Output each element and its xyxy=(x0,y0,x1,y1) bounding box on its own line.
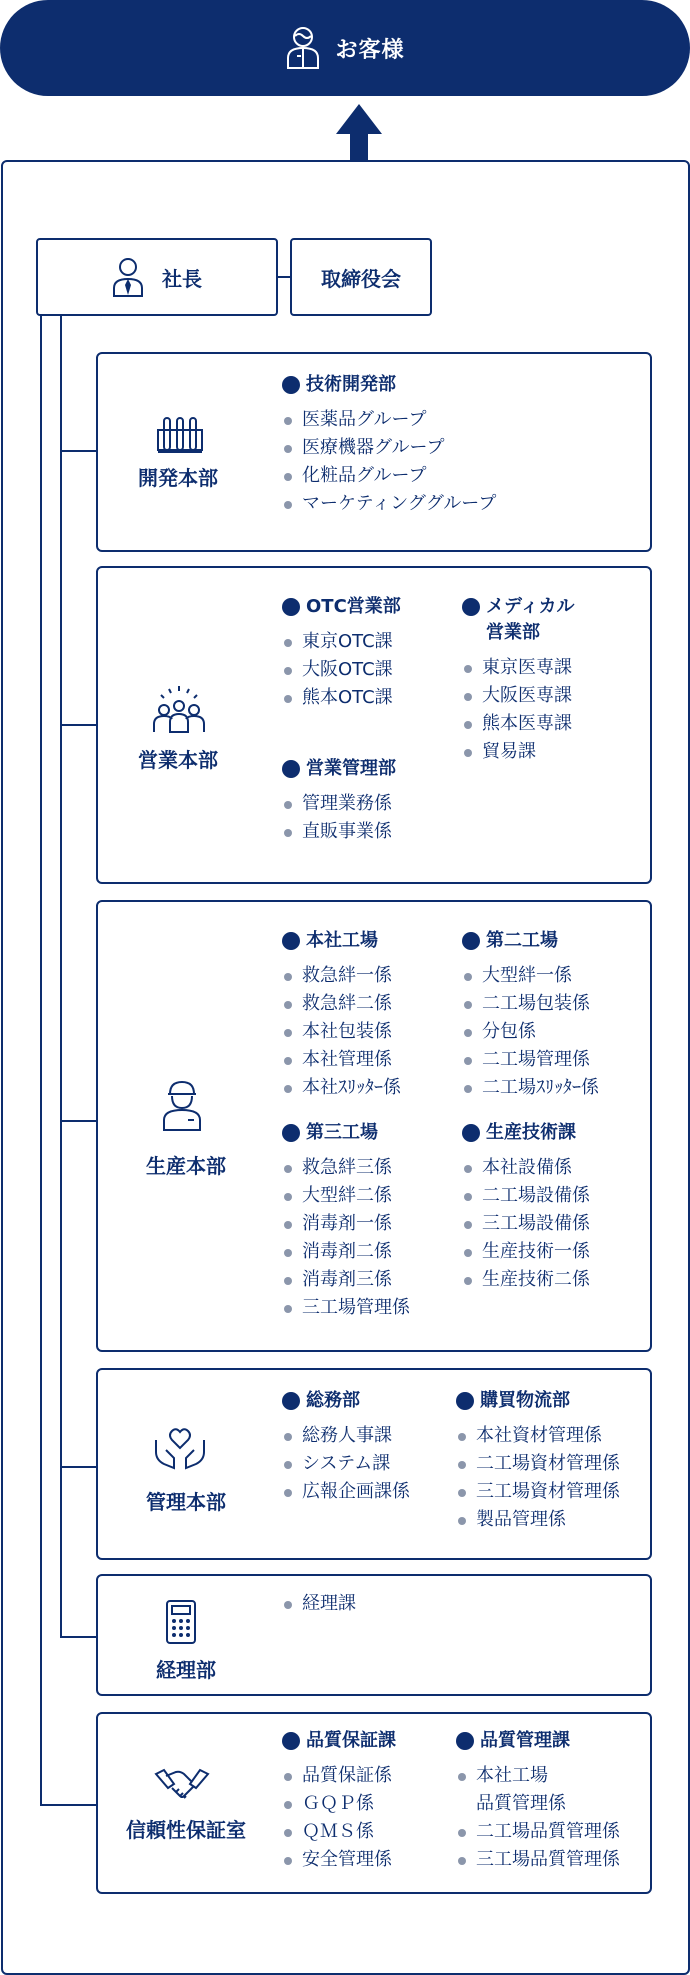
list-item: 三工場品質管理係 xyxy=(456,1846,620,1874)
list-item: 管理業務係 xyxy=(282,790,396,818)
dept-acct-name: 経理部 xyxy=(156,1658,216,1682)
list-item: 安全管理係 xyxy=(282,1846,396,1874)
list-item: 消毒剤三係 xyxy=(282,1266,410,1294)
list-item: 本社ｽﾘｯﾀｰ係 xyxy=(282,1074,401,1102)
list-item: 消毒剤一係 xyxy=(282,1210,410,1238)
list-item: マーケティンググループ xyxy=(282,490,496,518)
board-box xyxy=(290,238,432,316)
list-item: 熊本医専課 xyxy=(462,710,575,738)
list-item: 経理課 xyxy=(282,1590,356,1618)
list-item: 大型絆二係 xyxy=(282,1182,410,1210)
list-item: 大阪OTC課 xyxy=(282,656,401,684)
section-title: 第三工場 xyxy=(282,1120,410,1146)
list-item: 二工場包装係 xyxy=(462,990,599,1018)
up-arrow-icon xyxy=(336,104,382,162)
list-item: 消毒剤二係 xyxy=(282,1238,410,1266)
connector-dev xyxy=(60,450,98,452)
list-item: 救急絆三係 xyxy=(282,1154,410,1182)
connector-qa xyxy=(40,1804,98,1806)
president-person-icon xyxy=(112,257,144,297)
dept-admin-name: 管理本部 xyxy=(146,1490,226,1514)
list-item: 本社包装係 xyxy=(282,1018,401,1046)
list-item: 三工場資材管理係 xyxy=(456,1478,620,1506)
customer-label: お客様 xyxy=(335,37,405,63)
list-item: 二工場設備係 xyxy=(462,1182,590,1210)
dept-prod xyxy=(96,900,652,1352)
list-item: ＧＱＰ係 xyxy=(282,1790,396,1818)
list-item: システム課 xyxy=(282,1450,410,1478)
list-item: 二工場ｽﾘｯﾀｰ係 xyxy=(462,1074,599,1102)
connector-sales xyxy=(60,724,98,726)
list-item: 大阪医専課 xyxy=(462,682,575,710)
president-box xyxy=(36,238,278,316)
list-item: 直販事業係 xyxy=(282,818,396,846)
connector-line-outer xyxy=(40,316,42,1804)
calculator-icon xyxy=(166,1600,196,1644)
list-item: 医療機器グループ xyxy=(282,434,496,462)
section-title: 生産技術課 xyxy=(462,1120,590,1146)
connector-line-inner xyxy=(60,316,62,1638)
list-item: 広報企画課係 xyxy=(282,1478,410,1506)
list-item: 本社管理係 xyxy=(282,1046,401,1074)
section-title: 第二工場 xyxy=(462,928,599,954)
team-people-icon xyxy=(152,684,206,734)
dept-qa-name: 信頼性保証室 xyxy=(126,1818,246,1842)
list-item: 二工場品質管理係 xyxy=(456,1818,620,1846)
list-item: ＱＭＳ係 xyxy=(282,1818,396,1846)
list-item: 本社設備係 xyxy=(462,1154,590,1182)
list-item: 分包係 xyxy=(462,1018,599,1046)
board-label: 取締役会 xyxy=(321,266,401,291)
president-label: 社長 xyxy=(162,266,202,291)
list-item: 生産技術一係 xyxy=(462,1238,590,1266)
list-item: 熊本OTC課 xyxy=(282,684,401,712)
connector-prod xyxy=(60,1120,98,1122)
list-item: 貿易課 xyxy=(462,738,575,766)
test-tubes-icon xyxy=(156,414,204,454)
section-title: メディカル 営業部 xyxy=(462,594,575,646)
dept-qa xyxy=(96,1712,652,1894)
section-title: 営業管理部 xyxy=(282,756,396,782)
list-item: 本社工場 品質管理係 xyxy=(456,1762,620,1818)
list-item: 総務人事課 xyxy=(282,1422,410,1450)
dept-prod-name: 生産本部 xyxy=(146,1154,226,1178)
dept-acct xyxy=(96,1574,652,1696)
dept-dev-name: 開発本部 xyxy=(138,466,218,490)
list-item: 東京OTC課 xyxy=(282,628,401,656)
list-item: 製品管理係 xyxy=(456,1506,620,1534)
list-item: 三工場管理係 xyxy=(282,1294,410,1322)
list-item: 二工場資材管理係 xyxy=(456,1450,620,1478)
connector-admin xyxy=(60,1466,98,1468)
section-title: 総務部 xyxy=(282,1388,410,1414)
customer-banner xyxy=(0,0,690,96)
dept-sales xyxy=(96,566,652,884)
list-item: 品質保証係 xyxy=(282,1762,396,1790)
heart-hands-icon xyxy=(154,1426,206,1470)
list-item: 医薬品グループ xyxy=(282,406,496,434)
handshake-icon xyxy=(154,1766,210,1802)
dept-dev xyxy=(96,352,652,552)
dept-sales-name: 営業本部 xyxy=(138,748,218,772)
section-title: 本社工場 xyxy=(282,928,401,954)
list-item: 二工場管理係 xyxy=(462,1046,599,1074)
list-item: 東京医専課 xyxy=(462,654,575,682)
connector-acct xyxy=(60,1636,98,1638)
section-title: 品質管理課 xyxy=(456,1728,620,1754)
list-item: 救急絆一係 xyxy=(282,962,401,990)
list-item: 本社資材管理係 xyxy=(456,1422,620,1450)
customer-person-icon xyxy=(285,26,321,70)
section-title: 技術開発部 xyxy=(282,372,496,398)
section-title: OTC営業部 xyxy=(282,594,401,620)
list-item: 救急絆二係 xyxy=(282,990,401,1018)
list-item: 大型絆一係 xyxy=(462,962,599,990)
section-title: 購買物流部 xyxy=(456,1388,620,1414)
list-item: 生産技術二係 xyxy=(462,1266,590,1294)
section-title: 品質保証課 xyxy=(282,1728,396,1754)
dept-admin xyxy=(96,1368,652,1560)
list-item: 三工場設備係 xyxy=(462,1210,590,1238)
worker-cap-icon xyxy=(162,1080,202,1132)
list-item: 化粧品グループ xyxy=(282,462,496,490)
